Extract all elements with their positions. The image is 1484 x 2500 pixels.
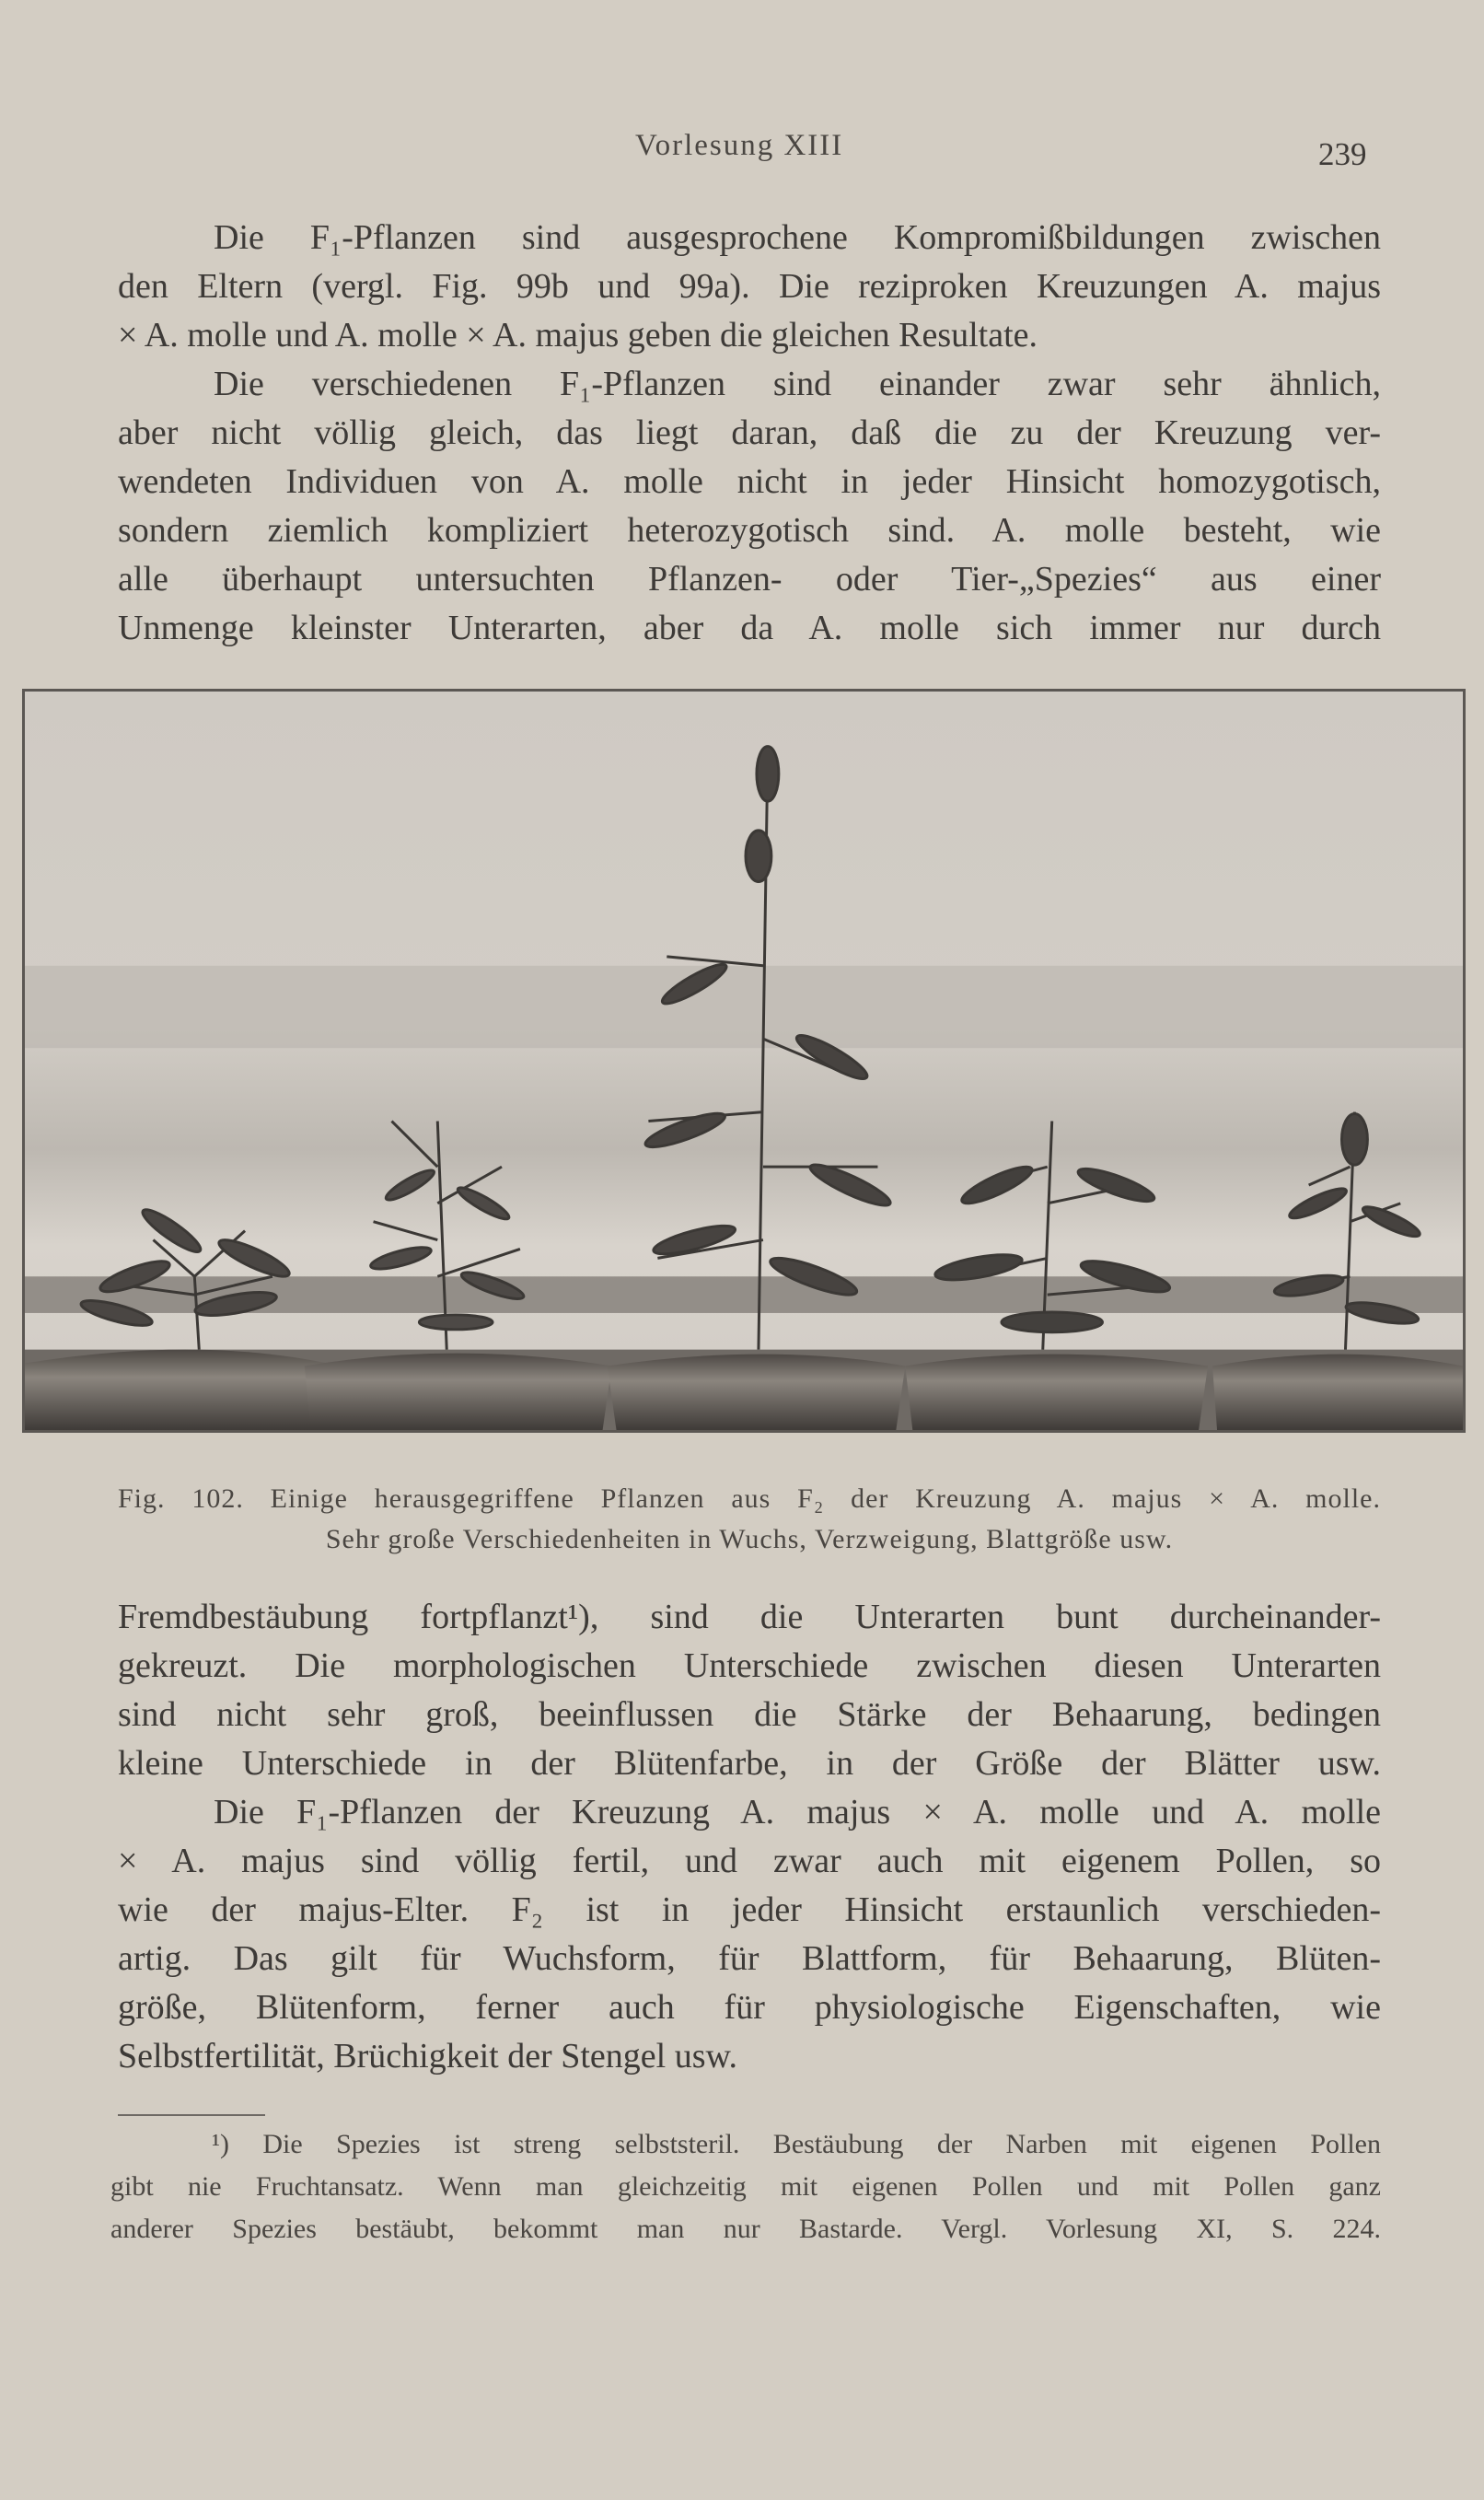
text-line: größe, Blütenform, ferner auch für physiologische Eigenschaften, wie [118, 1988, 1381, 2027]
text-line: sondern ziemlich kompliziert heterozygotisch sind. A. molle besteht, wie [118, 511, 1381, 550]
caption-line: Fig. 102. Einige herausgegriffene Pflanzen aus F₂ der Kreuzung A. majus × A. molle. [118, 1483, 1381, 1514]
caption-line: Sehr große Verschiedenheiten in Wuchs, Verzweigung, Blattgröße usw. [325, 1524, 1174, 1554]
footnote-line: ¹) Die Spezies ist streng selbststeril. Bestäubung der Narben mit eigenen Pollen [212, 2129, 1381, 2159]
text-line: Fremdbestäubung fortpflanzt¹), sind die Unterarten bunt durcheinander- [118, 1598, 1381, 1636]
text-line: artig. Das gilt für Wuchsform, für Blattform, für Behaarung, Blüten- [118, 1939, 1381, 1978]
text-line: Die F₁-Pflanzen der Kreuzung A. majus × A. molle und A. molle [214, 1793, 1381, 1831]
plants-photo-illustration [25, 692, 1463, 1430]
footnote-rule [118, 2114, 265, 2116]
body-text-top [118, 214, 1381, 653]
text-line: Die verschiedenen F₁-Pflanzen sind einander zwar sehr ähnlich, [214, 365, 1381, 403]
footnote-line: anderer Spezies bestäubt, bekommt man nur Bastarde. Vergl. Vorlesung XI, S. 224. [110, 2214, 1381, 2244]
text-line: kleine Unterschiede in der Blütenfarbe, in der Größe der Blätter usw. [118, 1744, 1381, 1783]
running-title: Vorlesung XIII [635, 129, 844, 162]
text-line: Selbstfertilität, Brüchigkeit der Stengel usw. [118, 2037, 737, 2076]
text-line: Die F₁-Pflanzen sind ausgesprochene Kompromißbildungen zwischen [214, 218, 1381, 257]
footnote [110, 2123, 1381, 2250]
text-line: aber nicht völlig gleich, das liegt daran, daß die zu der Kreuzung ver- [118, 413, 1381, 452]
text-line: sind nicht sehr groß, beeinflussen die Stärke der Behaarung, bedingen [118, 1695, 1381, 1734]
figure-caption [118, 1479, 1381, 1560]
running-head [0, 129, 1484, 175]
text-line: Unmenge kleinster Unterarten, aber da A. molle sich immer nur durch [118, 609, 1381, 647]
footnote-line: gibt nie Fruchtansatz. Wenn man gleichzeitig mit eigenen Pollen und mit Pollen ganz [110, 2171, 1381, 2202]
figure-photograph [22, 689, 1466, 1433]
text-line: alle überhaupt untersuchten Pflanzen- oder Tier-„Spezies“ aus einer [118, 560, 1381, 599]
body-text-bottom [118, 1593, 1381, 2081]
text-line: wie der majus-Elter. F₂ ist in jeder Hinsicht erstaunlich verschieden- [118, 1890, 1381, 1929]
text-line: den Eltern (vergl. Fig. 99b und 99a). Die reziproken Kreuzungen A. majus [118, 267, 1381, 306]
text-line: × A. majus sind völlig fertil, und zwar auch mit eigenem Pollen, so [118, 1842, 1381, 1880]
text-line: gekreuzt. Die morphologischen Unterschiede zwischen diesen Unterarten [118, 1646, 1381, 1685]
page-number: 239 [1318, 136, 1367, 172]
text-line: × A. molle und A. molle × A. majus geben die gleichen Resultate. [118, 316, 1038, 355]
text-line: wendeten Individuen von A. molle nicht in jeder Hinsicht homozygotisch, [118, 462, 1381, 501]
